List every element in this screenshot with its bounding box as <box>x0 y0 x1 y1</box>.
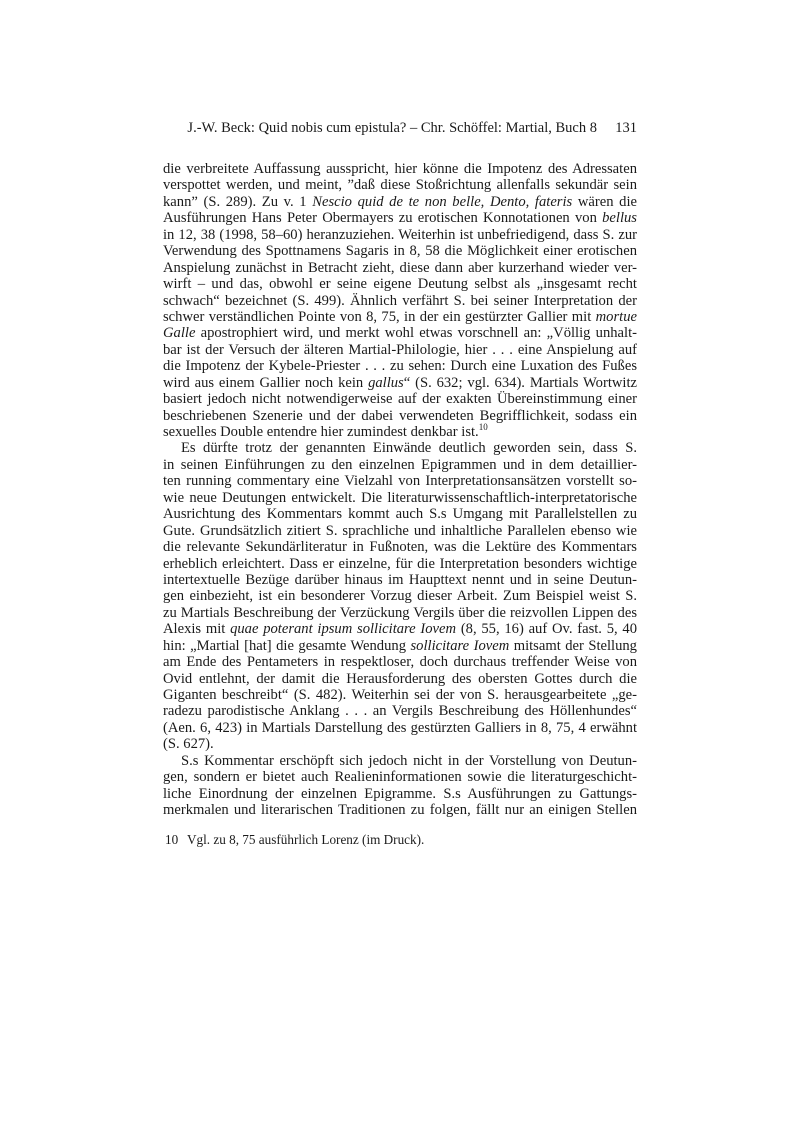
text-run: am Ende des Pentameters in respektloser, doch durchaus treffender Weise von <box>163 654 637 671</box>
text-line <box>163 671 637 687</box>
text-line <box>163 769 637 785</box>
text-run: mitsamt der Stellung <box>509 637 637 654</box>
text-run: Verwendung des Spottnamens Sagaris in 8, 58 die Möglichkeit einer erotischen <box>163 243 637 260</box>
text-run: schwer verständlichen Pointe von 8, 75, in der ein gestürzter Gallier mit <box>163 308 596 325</box>
text-line <box>163 424 637 440</box>
text-run: erheblich erleichtert. Dass er einzelne, für die Interpretation besonders wichtige <box>163 555 637 572</box>
text-line <box>163 490 637 506</box>
text-run: Giganten beschreibt“ (S. 482). Weiterhin sei der von S. herausgearbeitete „ge- <box>163 687 637 703</box>
italic-quote: Galle <box>163 325 196 342</box>
running-title: J.-W. Beck: Quid nobis cum epistula? – Chr. Schöffel: Martial, Buch 8 <box>187 120 597 136</box>
text-run: zu Martials Beschreibung der Verzückung Vergils über die reizvollen Lippen des <box>163 604 637 621</box>
text-line <box>163 408 637 424</box>
text-line <box>163 440 637 456</box>
text-line <box>163 588 637 604</box>
text-line <box>163 293 637 309</box>
text-line <box>163 654 637 670</box>
text-line <box>163 703 637 719</box>
text-run: basiert jedoch nicht notwendigerweise auf der exakten Übereinstimmung einer <box>163 391 637 408</box>
text-line <box>163 720 637 736</box>
text-run: “ (S. 632; vgl. 634). Martials Wortwitz <box>403 374 637 391</box>
text-run: S.s Kommentar erschöpft sich jedoch nicht in der Vorstellung von Deutun- <box>181 752 637 769</box>
text-line <box>163 227 637 243</box>
text-line <box>163 572 637 588</box>
text-run: hin: „Martial [hat] die gesamte Wendung <box>163 637 411 654</box>
text-line <box>163 473 637 489</box>
running-header <box>163 119 637 137</box>
text-run: ten running commentary eine Vielzahl von Interpretationsansätzen vorstellt so- <box>163 473 637 490</box>
text-run: bar ist der Versuch der älteren Martial-Philologie, hier . . . eine Anspielung auf <box>163 341 637 358</box>
text-run: radezu parodistische Anklang . . . an Vergils Beschreibung des Höllenhundes“ <box>163 703 637 720</box>
text-run: Anspielung zunächst in Betracht zieht, diese dann aber kurzerhand wieder ver- <box>163 259 637 276</box>
text-run: gen, sondern er bietet auch Realieninformationen sowie die literaturgeschicht- <box>163 769 637 786</box>
text-line <box>163 802 637 818</box>
text-line <box>163 276 637 292</box>
text-line <box>163 523 637 539</box>
text-run: in seinen Einführungen zu den einzelnen Epigrammen und in dem detaillier- <box>163 456 637 473</box>
text-line <box>163 391 637 407</box>
text-line <box>163 194 637 210</box>
italic-quote: quae poterant ipsum sollicitare Iovem <box>230 621 457 638</box>
text-line <box>163 243 637 259</box>
text-line <box>163 177 637 193</box>
italic-quote: bellus <box>602 210 637 227</box>
italic-quote: sollicitare Iovem <box>410 637 510 654</box>
text-line <box>163 506 637 522</box>
text-run: wären die <box>572 193 637 210</box>
text-line <box>163 753 637 769</box>
text-line <box>163 358 637 374</box>
text-run: die verbreitete Auffassung ausspricht, hier könne die Impotenz des Adressaten <box>163 161 637 177</box>
text-run: (S. 627). <box>163 736 214 753</box>
text-line <box>163 605 637 621</box>
text-run: apostrophiert wird, und merkt wohl etwas vorschnell an: „Völlig unhalt- <box>195 325 637 342</box>
footnote-text: Vgl. zu 8, 75 ausführlich Lorenz (im Druck). <box>187 832 425 847</box>
text-line <box>163 309 637 325</box>
text-run: Es dürfte trotz der genannten Einwände deutlich geworden sein, dass S. <box>181 440 637 457</box>
footnote <box>165 832 424 848</box>
text-run: wirft – und das, obwohl er seine eigene Deutung selbst als „insgesamt recht <box>163 276 637 293</box>
text-line <box>163 687 637 703</box>
text-line <box>163 736 637 752</box>
text-run: die Impotenz der Kybele-Priester . . . zu sehen: Durch eine Luxation des Fußes <box>163 358 637 375</box>
text-run: (8, 55, 16) auf Ov. fast. 5, 40 <box>456 621 637 638</box>
text-line <box>163 210 637 226</box>
text-run: intertextuelle Bezüge darüber hinaus im Haupttext nennt und in seine Deutun- <box>163 571 637 588</box>
italic-quote: gallus <box>368 374 404 391</box>
text-line <box>163 342 637 358</box>
text-line <box>163 375 637 391</box>
text-line <box>163 621 637 637</box>
text-line <box>163 457 637 473</box>
body-text <box>163 161 637 819</box>
italic-quote: Nescio quid de te non belle, Dento, fateris <box>312 193 573 210</box>
text-run: liche Einordnung der einzelnen Epigramme. S.s Ausführungen zu Gattungs- <box>163 785 637 802</box>
text-run: Alexis mit <box>163 621 231 638</box>
footnote-ref: 10 <box>478 422 488 432</box>
text-run: Ausführungen Hans Peter Obermayers zu erotischen Konnotationen von <box>163 210 603 227</box>
text-line <box>163 539 637 555</box>
text-run: verspottet werden, und meint, ”daß diese Stoßrichtung allenfalls sekundär sein <box>163 177 637 194</box>
text-run: beschriebenen Szenerie und der dabei verwendeten Begrifflichkeit, sodass ein <box>163 407 637 424</box>
text-run: gen einbezieht, ist ein besonderer Vorzug dieser Arbeit. Zum Beispiel weist S. <box>163 588 637 605</box>
text-run: Ausrichtung des Kommentars kommt auch S.s Umgang mit Parallelstellen zu <box>163 506 637 523</box>
italic-quote: mortue <box>595 308 637 325</box>
text-line <box>163 556 637 572</box>
text-run: wie neue Deutungen entwickelt. Die literaturwissenschaftlich-interpretatorische <box>163 489 637 506</box>
page-number: 131 <box>615 120 637 136</box>
text-run: Gute. Grundsätzlich zitiert S. sprachliche und inhaltliche Parallelen ebenso wie <box>163 522 637 539</box>
text-line <box>163 260 637 276</box>
text-line <box>163 786 637 802</box>
text-run: schwach“ bezeichnet (S. 499). Ähnlich verfährt S. bei seiner Interpretation der <box>163 292 637 309</box>
footnote-number: 10 <box>165 832 179 847</box>
text-run: die relevante Sekundärliteratur in Fußnoten, was die Lektüre des Kommentars <box>163 539 637 556</box>
text-run: (Aen. 6, 423) in Martials Darstellung des gestürzten Galliers in 8, 75, 4 erwähnt <box>163 719 637 736</box>
text-line <box>163 638 637 654</box>
text-line <box>163 161 637 177</box>
text-line <box>163 325 637 341</box>
text-run: in 12, 38 (1998, 58–60) heranzuziehen. Weiterhin ist unbefriedigend, dass S. zur <box>163 226 637 243</box>
text-run: Ovid entlehnt, der damit die Herausforderung des obersten Gottes durch die <box>163 670 637 687</box>
text-run: wird aus einem Gallier noch kein <box>163 374 369 391</box>
text-run: sexuelles Double entendre hier zumindest denkbar ist. <box>163 424 479 440</box>
text-run: merkmalen und literarischen Traditionen zu folgen, fällt nur an einigen Stellen <box>163 802 637 819</box>
text-run: kann” (S. 289). Zu v. 1 <box>163 193 313 210</box>
